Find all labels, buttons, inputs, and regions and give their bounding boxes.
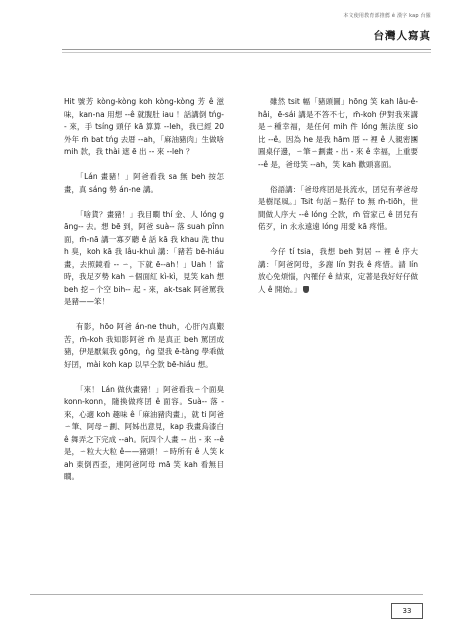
end-mark-icon [303,286,309,293]
right-column [258,96,418,309]
header-rule [62,49,431,53]
paragraph: 雖然 tsit 幅「豬頭圖」hōng 笑 kah lâu-ê-hâi，ē-sái 講是不答不七，m̄-koh 伊對我來講是ㄧ種幸福，是任何 mih 件 lóng 無法度 sio 比 --ê。因為 he 是我 hām 厝 -- 裡 ê 人親密團圓桌仔邊，ㄧ筆ㄧ劃畫 - 出 - 來 ê 幸福，上重要 --ê 是，爸母笑 --ah，笑 kah 歡頭喜面。 [258,97,418,169]
paragraph: 有影，hōo 阿爸 án-ne thuh，心肝內真艱苦，m̄-koh 我知影阿爸 m̄ 是真正 beh 罵囝成豬，伊是厭氣我 gōng，ǹg 望我 ē-tàng 學乖做好囝，mài koh kap 以早仝款 bē-hiáu 想。 [64,322,224,369]
paragraph: 「啥貨？畫豬！」我目瞷 thí 金、人 lóng gāng-- 去。想 bē 到，阿爸 suà-- 落 suah pînn 面，m̄-nā 講一寡歹聽 ê 話 kā 我 khau 洗 thuh 臭，koh kā 我 lâu-khuì 講：「豬若 bē-hiáu 畫，去照鏡看 -- ㄧ，下就 ē--ah！」Uah ！當時，我足歹勢 kah ㄧ個面紅 kì-kì，見笑 kah 想 beh 挖ㄧ个空 bih-- 起 - 來，ak-tsak 阿爸罵我是豬——笨！ [64,209,224,306]
paragraph: 俗語講：「爸母疼囝是長流水，囝兒有孝爸母是樹尾風。」Tsit 句話ㄧ點仔 to 無 m̄-tiōh，世間做人序大 --ê lóng 仝款，m̄ 管家己 ê 囝兒有偌歹，in 永永遠遠 lóng 用愛 kā 疼惜。 [258,184,418,231]
footer-rule [30,594,423,595]
left-column [64,96,224,496]
header-note: 本文使用教育部推薦 ê 漢字 kap 台羅 [343,13,431,19]
paragraph-closing [258,246,418,296]
paragraph: Hit 號芳 kòng-kòng koh kòng-kòng 芳 ê 滋味，kan-na 用想 --ê 就腹肚 iau ！話講倒 tńg-- 來，手 tsíng 頭仔 kā 算算 --leh，我已經 20 外年 m̄ bat tńg 去厝 --ah，「麻油豬肉」生做啥 mih 款，我 thài 遮 ē 出 -- 來 --leh ？ [64,97,224,156]
paragraph-text: 今仔 tí tsia，我想 beh 對居 -- 裡 ê 序大講：「阿爸阿母，多謝 lín 對我 ê 疼惜。請 lín 放心免煩惱，內罹仔 ê 結束，定著是我好好仔做人 ê 開始。」 [258,247,418,294]
paragraph: 「Lán 畫豬！」阿爸看我 sa 無 beh 按怎畫，真 sáng 勢 án-ne 講。 [64,172,224,194]
page-number: 33 [391,603,423,619]
paragraph: 「來！ Lán 做伙畫豬！」阿爸看我ㄧ个面臭 konn-konn，隨換做疼囝 ê 面容。Suà-- 落 - 來，心適 koh 趣味 ê「麻油豬肉畫」，就 ti 阿爸ㄧ筆、阿母ㄧ劃、阿姊出意見，kap 我畫烏漆白 ê 舞弄之下完成 --ah。阮四个人畫 -- 出 - 來 --ê 是，ㄧ粒大大粒 ê——豬頭！ㄧ時所有 ê 人笑 kah 東倒西歪，連阿爸阿母 mā 笑 kah 看無目瞷。 [64,384,224,481]
page-title: 台灣人寫真 [373,30,431,42]
